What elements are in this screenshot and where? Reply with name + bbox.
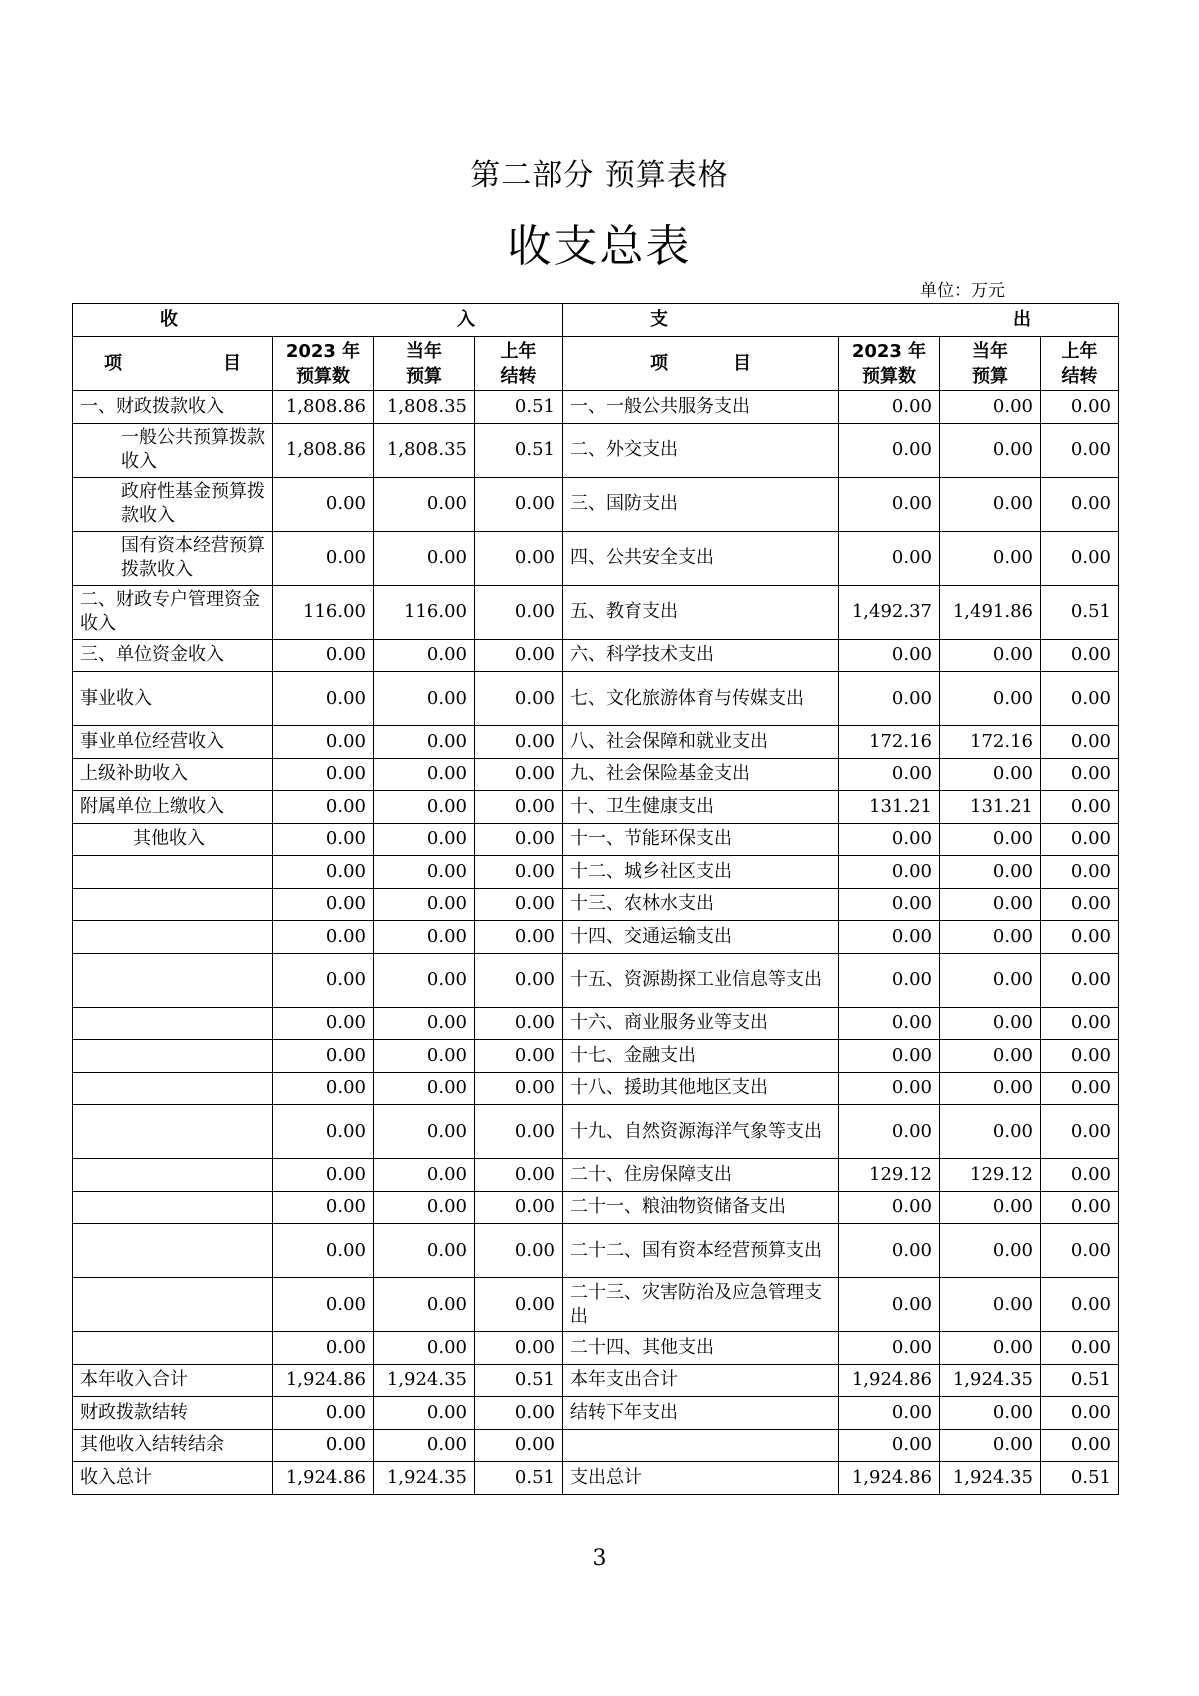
income-item-cell	[73, 1105, 273, 1159]
income-section-header: 收 入	[73, 304, 563, 337]
table-row	[73, 423, 1119, 477]
income-item-cell: 其他收入	[73, 823, 273, 856]
income-current-year-cell: 0.00	[374, 921, 475, 954]
income-item-cell: 事业单位经营收入	[73, 726, 273, 759]
expense-budget-2023-cell: 0.00	[839, 856, 940, 889]
expense-current-year-cell: 0.00	[940, 391, 1041, 424]
expense-current-year-cell: 0.00	[940, 1397, 1041, 1430]
income-budget-2023-cell: 0.00	[273, 639, 374, 672]
income-item-cell	[73, 1040, 273, 1073]
expense-item-cell: 八、社会保障和就业支出	[563, 726, 839, 759]
income-item-cell	[73, 1072, 273, 1105]
income-carryover-cell: 0.00	[475, 1429, 563, 1462]
expense-carryover-cell: 0.00	[1041, 856, 1119, 889]
income-budget-2023-cell: 0.00	[273, 921, 374, 954]
income-budget-2023-cell: 0.00	[273, 1159, 374, 1192]
income-item-cell	[73, 1159, 273, 1192]
income-item-cell: 其他收入结转结余	[73, 1429, 273, 1462]
expense-current-year-cell: 0.00	[940, 758, 1041, 791]
income-current-year-cell: 0.00	[374, 672, 475, 726]
income-item-cell: 附属单位上缴收入	[73, 791, 273, 824]
income-carryover-cell: 0.00	[475, 726, 563, 759]
expense-item-cell: 十八、援助其他地区支出	[563, 1072, 839, 1105]
income-carryover-cell: 0.00	[475, 672, 563, 726]
expense-carryover-cell: 0.00	[1041, 1159, 1119, 1192]
income-current-year-cell: 0.00	[374, 1332, 475, 1365]
income-item-cell	[73, 1191, 273, 1224]
column-header-row	[73, 337, 1119, 391]
expense-item-cell: 一、一般公共服务支出	[563, 391, 839, 424]
income-carryover-cell: 0.00	[475, 856, 563, 889]
expense-budget-2023-cell: 0.00	[839, 1040, 940, 1073]
income-current-year-header: 当年 预算	[374, 337, 475, 391]
income-budget-2023-cell: 0.00	[273, 758, 374, 791]
expense-item-cell: 十二、城乡社区支出	[563, 856, 839, 889]
income-current-year-cell: 0.00	[374, 1278, 475, 1332]
expense-budget-2023-cell: 0.00	[839, 1191, 940, 1224]
income-carryover-cell: 0.00	[475, 758, 563, 791]
income-item-cell	[73, 888, 273, 921]
expense-budget-2023-cell: 0.00	[839, 1278, 940, 1332]
table-row	[73, 639, 1119, 672]
expense-item-cell: 二、外交支出	[563, 423, 839, 477]
income-current-year-cell: 0.00	[374, 531, 475, 585]
income-current-year-cell: 1,808.35	[374, 423, 475, 477]
expense-item-cell: 十六、商业服务业等支出	[563, 1007, 839, 1040]
income-budget-2023-cell: 0.00	[273, 1429, 374, 1462]
expense-current-year-cell: 0.00	[940, 1224, 1041, 1278]
expense-section-header: 支 出	[563, 304, 1119, 337]
expense-carryover-cell: 0.00	[1041, 1040, 1119, 1073]
income-carryover-cell: 0.00	[475, 953, 563, 1007]
expense-budget-2023-cell: 0.00	[839, 1224, 940, 1278]
table-row	[73, 477, 1119, 531]
income-item-cell: 二、财政专户管理资金收入	[73, 585, 273, 639]
expense-item-cell: 十五、资源勘探工业信息等支出	[563, 953, 839, 1007]
expense-carryover-cell: 0.00	[1041, 1224, 1119, 1278]
income-budget-2023-cell: 0.00	[273, 726, 374, 759]
table-row	[73, 1224, 1119, 1278]
expense-carryover-cell: 0.00	[1041, 1072, 1119, 1105]
expense-item-cell: 二十、住房保障支出	[563, 1159, 839, 1192]
income-carryover-cell: 0.00	[475, 791, 563, 824]
expense-carryover-cell: 0.00	[1041, 791, 1119, 824]
income-budget-2023-cell: 1,808.86	[273, 391, 374, 424]
income-item-cell: 一般公共预算拨款收入	[73, 423, 273, 477]
income-item-cell	[73, 921, 273, 954]
income-item-cell	[73, 856, 273, 889]
income-carryover-cell: 0.00	[475, 1332, 563, 1365]
expense-budget-2023-cell: 0.00	[839, 531, 940, 585]
income-current-year-cell: 0.00	[374, 758, 475, 791]
expense-item-cell: 结转下年支出	[563, 1397, 839, 1430]
table-row	[73, 1191, 1119, 1224]
income-current-year-cell: 0.00	[374, 888, 475, 921]
expense-budget-2023-cell: 1,924.86	[839, 1462, 940, 1495]
income-budget-2023-cell: 0.00	[273, 1332, 374, 1365]
expense-item-cell: 二十一、粮油物资储备支出	[563, 1191, 839, 1224]
income-carryover-cell: 0.00	[475, 585, 563, 639]
expense-item-cell: 十九、自然资源海洋气象等支出	[563, 1105, 839, 1159]
expense-current-year-cell: 129.12	[940, 1159, 1041, 1192]
expense-current-year-cell: 0.00	[940, 1191, 1041, 1224]
income-budget-2023-cell: 0.00	[273, 1007, 374, 1040]
expense-budget-2023-header: 2023 年 预算数	[839, 337, 940, 391]
expense-item-header: 项 目	[563, 337, 839, 391]
income-budget-2023-cell: 0.00	[273, 531, 374, 585]
income-budget-2023-cell: 0.00	[273, 1397, 374, 1430]
expense-current-year-cell: 0.00	[940, 823, 1041, 856]
table-row	[73, 1364, 1119, 1397]
income-item-cell	[73, 1007, 273, 1040]
expense-item-cell: 二十二、国有资本经营预算支出	[563, 1224, 839, 1278]
part-title: 第二部分 预算表格	[470, 158, 729, 193]
expense-item-cell: 十四、交通运输支出	[563, 921, 839, 954]
income-item-cell	[73, 1278, 273, 1332]
expense-carryover-cell: 0.00	[1041, 672, 1119, 726]
expense-item-cell: 支出总计	[563, 1462, 839, 1495]
expense-carryover-cell: 0.00	[1041, 639, 1119, 672]
income-item-cell: 国有资本经营预算拨款收入	[73, 531, 273, 585]
expense-current-year-cell: 0.00	[940, 1072, 1041, 1105]
income-current-year-cell: 0.00	[374, 1159, 475, 1192]
income-current-year-cell: 0.00	[374, 1397, 475, 1430]
income-carryover-cell: 0.51	[475, 391, 563, 424]
income-current-year-cell: 0.00	[374, 856, 475, 889]
expense-current-year-cell: 0.00	[940, 423, 1041, 477]
expense-carryover-header: 上年 结转	[1041, 337, 1119, 391]
budget-summary-table	[72, 303, 1119, 1495]
expense-budget-2023-cell: 0.00	[839, 823, 940, 856]
table-row	[73, 391, 1119, 424]
expense-carryover-cell: 0.00	[1041, 888, 1119, 921]
expense-carryover-cell: 0.00	[1041, 1332, 1119, 1365]
expense-carryover-cell: 0.00	[1041, 823, 1119, 856]
table-row	[73, 726, 1119, 759]
expense-current-year-cell: 0.00	[940, 1429, 1041, 1462]
income-budget-2023-cell: 0.00	[273, 791, 374, 824]
expense-current-year-cell: 172.16	[940, 726, 1041, 759]
income-current-year-cell: 0.00	[374, 477, 475, 531]
income-carryover-cell: 0.00	[475, 1159, 563, 1192]
expense-carryover-cell: 0.00	[1041, 726, 1119, 759]
income-budget-2023-cell: 0.00	[273, 823, 374, 856]
table-row	[73, 823, 1119, 856]
income-budget-2023-cell: 1,924.86	[273, 1462, 374, 1495]
expense-current-year-cell: 0.00	[940, 856, 1041, 889]
page-title: 收支总表	[507, 221, 692, 272]
expense-budget-2023-cell: 0.00	[839, 477, 940, 531]
income-item-header: 项 目	[73, 337, 273, 391]
table-row	[73, 1429, 1119, 1462]
unit-label: 单位：万元	[920, 281, 1005, 301]
expense-carryover-cell: 0.00	[1041, 921, 1119, 954]
table-row	[73, 1462, 1119, 1495]
expense-item-cell: 五、教育支出	[563, 585, 839, 639]
expense-current-year-cell: 131.21	[940, 791, 1041, 824]
table-row	[73, 672, 1119, 726]
income-carryover-cell: 0.00	[475, 1040, 563, 1073]
table-row	[73, 888, 1119, 921]
income-budget-2023-cell: 0.00	[273, 1105, 374, 1159]
expense-carryover-cell: 0.00	[1041, 1429, 1119, 1462]
income-carryover-cell: 0.00	[475, 477, 563, 531]
income-current-year-cell: 0.00	[374, 639, 475, 672]
expense-budget-2023-cell: 172.16	[839, 726, 940, 759]
expense-budget-2023-cell: 1,924.86	[839, 1364, 940, 1397]
income-item-cell	[73, 1332, 273, 1365]
expense-budget-2023-cell: 0.00	[839, 1105, 940, 1159]
income-budget-2023-cell: 116.00	[273, 585, 374, 639]
expense-carryover-cell: 0.51	[1041, 585, 1119, 639]
income-carryover-cell: 0.00	[475, 1278, 563, 1332]
expense-item-cell: 七、文化旅游体育与传媒支出	[563, 672, 839, 726]
income-item-cell	[73, 1224, 273, 1278]
expense-current-year-cell: 0.00	[940, 1332, 1041, 1365]
expense-item-cell: 三、国防支出	[563, 477, 839, 531]
expense-item-cell: 十三、农林水支出	[563, 888, 839, 921]
income-current-year-cell: 0.00	[374, 953, 475, 1007]
income-current-year-cell: 116.00	[374, 585, 475, 639]
income-carryover-cell: 0.00	[475, 531, 563, 585]
table-row	[73, 1007, 1119, 1040]
expense-carryover-cell: 0.00	[1041, 477, 1119, 531]
expense-current-year-cell: 0.00	[940, 1007, 1041, 1040]
expense-item-cell: 六、科学技术支出	[563, 639, 839, 672]
expense-budget-2023-cell: 131.21	[839, 791, 940, 824]
table-row	[73, 1397, 1119, 1430]
table-row	[73, 531, 1119, 585]
expense-current-year-cell: 0.00	[940, 888, 1041, 921]
table-row	[73, 953, 1119, 1007]
income-item-cell: 一、财政拨款收入	[73, 391, 273, 424]
expense-carryover-cell: 0.00	[1041, 531, 1119, 585]
table-row	[73, 1072, 1119, 1105]
income-current-year-cell: 0.00	[374, 1191, 475, 1224]
expense-current-year-cell: 1,924.35	[940, 1462, 1041, 1495]
income-carryover-cell: 0.00	[475, 888, 563, 921]
income-current-year-cell: 1,924.35	[374, 1462, 475, 1495]
expense-budget-2023-cell: 0.00	[839, 639, 940, 672]
page-number: 3	[592, 1546, 607, 1571]
expense-current-year-cell: 0.00	[940, 1105, 1041, 1159]
expense-item-cell	[563, 1429, 839, 1462]
expense-carryover-cell: 0.00	[1041, 1191, 1119, 1224]
income-budget-2023-cell: 0.00	[273, 953, 374, 1007]
expense-current-year-cell: 0.00	[940, 1040, 1041, 1073]
table-row	[73, 1159, 1119, 1192]
income-item-cell: 三、单位资金收入	[73, 639, 273, 672]
expense-current-year-cell: 0.00	[940, 953, 1041, 1007]
table-row	[73, 1332, 1119, 1365]
expense-carryover-cell: 0.00	[1041, 423, 1119, 477]
expense-item-cell: 二十四、其他支出	[563, 1332, 839, 1365]
income-budget-2023-cell: 0.00	[273, 856, 374, 889]
income-current-year-cell: 1,924.35	[374, 1364, 475, 1397]
expense-current-year-cell: 1,491.86	[940, 585, 1041, 639]
expense-budget-2023-cell: 0.00	[839, 672, 940, 726]
income-budget-2023-cell: 1,924.86	[273, 1364, 374, 1397]
section-header-row	[73, 304, 1119, 337]
income-current-year-cell: 0.00	[374, 1224, 475, 1278]
expense-current-year-cell: 0.00	[940, 639, 1041, 672]
income-current-year-cell: 0.00	[374, 1007, 475, 1040]
income-current-year-cell: 0.00	[374, 1105, 475, 1159]
income-current-year-cell: 0.00	[374, 1040, 475, 1073]
expense-carryover-cell: 0.00	[1041, 953, 1119, 1007]
income-carryover-cell: 0.51	[475, 1462, 563, 1495]
expense-current-year-cell: 0.00	[940, 672, 1041, 726]
table-row	[73, 1105, 1119, 1159]
expense-carryover-cell: 0.51	[1041, 1364, 1119, 1397]
income-carryover-cell: 0.00	[475, 921, 563, 954]
expense-budget-2023-cell: 0.00	[839, 888, 940, 921]
income-carryover-cell: 0.51	[475, 1364, 563, 1397]
expense-item-cell: 十、卫生健康支出	[563, 791, 839, 824]
income-budget-2023-cell: 0.00	[273, 1191, 374, 1224]
table-row	[73, 1040, 1119, 1073]
income-carryover-cell: 0.00	[475, 1072, 563, 1105]
income-current-year-cell: 0.00	[374, 823, 475, 856]
expense-item-cell: 本年支出合计	[563, 1364, 839, 1397]
expense-budget-2023-cell: 0.00	[839, 423, 940, 477]
expense-budget-2023-cell: 129.12	[839, 1159, 940, 1192]
table-row	[73, 585, 1119, 639]
income-budget-2023-cell: 1,808.86	[273, 423, 374, 477]
expense-current-year-cell: 1,924.35	[940, 1364, 1041, 1397]
income-carryover-cell: 0.00	[475, 1007, 563, 1040]
income-current-year-cell: 0.00	[374, 791, 475, 824]
expense-current-year-cell: 0.00	[940, 477, 1041, 531]
income-carryover-cell: 0.00	[475, 1191, 563, 1224]
income-budget-2023-cell: 0.00	[273, 1278, 374, 1332]
income-carryover-cell: 0.00	[475, 823, 563, 856]
income-carryover-cell: 0.00	[475, 1224, 563, 1278]
income-item-cell: 财政拨款结转	[73, 1397, 273, 1430]
expense-item-cell: 九、社会保险基金支出	[563, 758, 839, 791]
expense-carryover-cell: 0.00	[1041, 391, 1119, 424]
expense-carryover-cell: 0.00	[1041, 1105, 1119, 1159]
table-row	[73, 921, 1119, 954]
expense-carryover-cell: 0.00	[1041, 758, 1119, 791]
expense-budget-2023-cell: 0.00	[839, 1429, 940, 1462]
table-row	[73, 758, 1119, 791]
income-current-year-cell: 0.00	[374, 1429, 475, 1462]
expense-item-cell: 四、公共安全支出	[563, 531, 839, 585]
income-budget-2023-cell: 0.00	[273, 888, 374, 921]
income-item-cell: 事业收入	[73, 672, 273, 726]
expense-carryover-cell: 0.00	[1041, 1278, 1119, 1332]
expense-budget-2023-cell: 0.00	[839, 953, 940, 1007]
income-budget-2023-cell: 0.00	[273, 1072, 374, 1105]
income-carryover-cell: 0.00	[475, 1397, 563, 1430]
table-row	[73, 856, 1119, 889]
expense-budget-2023-cell: 0.00	[839, 758, 940, 791]
income-current-year-cell: 0.00	[374, 726, 475, 759]
expense-budget-2023-cell: 0.00	[839, 921, 940, 954]
income-budget-2023-cell: 0.00	[273, 477, 374, 531]
expense-carryover-cell: 0.00	[1041, 1007, 1119, 1040]
income-item-cell	[73, 953, 273, 1007]
table-row	[73, 791, 1119, 824]
income-item-cell: 上级补助收入	[73, 758, 273, 791]
expense-budget-2023-cell: 0.00	[839, 391, 940, 424]
income-budget-2023-cell: 0.00	[273, 1040, 374, 1073]
expense-budget-2023-cell: 0.00	[839, 1072, 940, 1105]
expense-item-cell: 十一、节能环保支出	[563, 823, 839, 856]
expense-item-cell: 二十三、灾害防治及应急管理支出	[563, 1278, 839, 1332]
expense-item-cell: 十七、金融支出	[563, 1040, 839, 1073]
expense-carryover-cell: 0.51	[1041, 1462, 1119, 1495]
income-current-year-cell: 0.00	[374, 1072, 475, 1105]
income-item-cell: 本年收入合计	[73, 1364, 273, 1397]
income-budget-2023-cell: 0.00	[273, 1224, 374, 1278]
income-current-year-cell: 1,808.35	[374, 391, 475, 424]
income-carryover-cell: 0.00	[475, 639, 563, 672]
expense-budget-2023-cell: 1,492.37	[839, 585, 940, 639]
expense-current-year-cell: 0.00	[940, 1278, 1041, 1332]
expense-budget-2023-cell: 0.00	[839, 1007, 940, 1040]
income-carryover-header: 上年 结转	[475, 337, 563, 391]
expense-carryover-cell: 0.00	[1041, 1397, 1119, 1430]
expense-budget-2023-cell: 0.00	[839, 1397, 940, 1430]
income-budget-2023-cell: 0.00	[273, 672, 374, 726]
income-carryover-cell: 0.00	[475, 1105, 563, 1159]
expense-current-year-header: 当年 预算	[940, 337, 1041, 391]
income-budget-2023-header: 2023 年 预算数	[273, 337, 374, 391]
expense-budget-2023-cell: 0.00	[839, 1332, 940, 1365]
table-row	[73, 1278, 1119, 1332]
expense-current-year-cell: 0.00	[940, 921, 1041, 954]
income-carryover-cell: 0.51	[475, 423, 563, 477]
income-item-cell: 政府性基金预算拨款收入	[73, 477, 273, 531]
expense-current-year-cell: 0.00	[940, 531, 1041, 585]
income-item-cell: 收入总计	[73, 1462, 273, 1495]
